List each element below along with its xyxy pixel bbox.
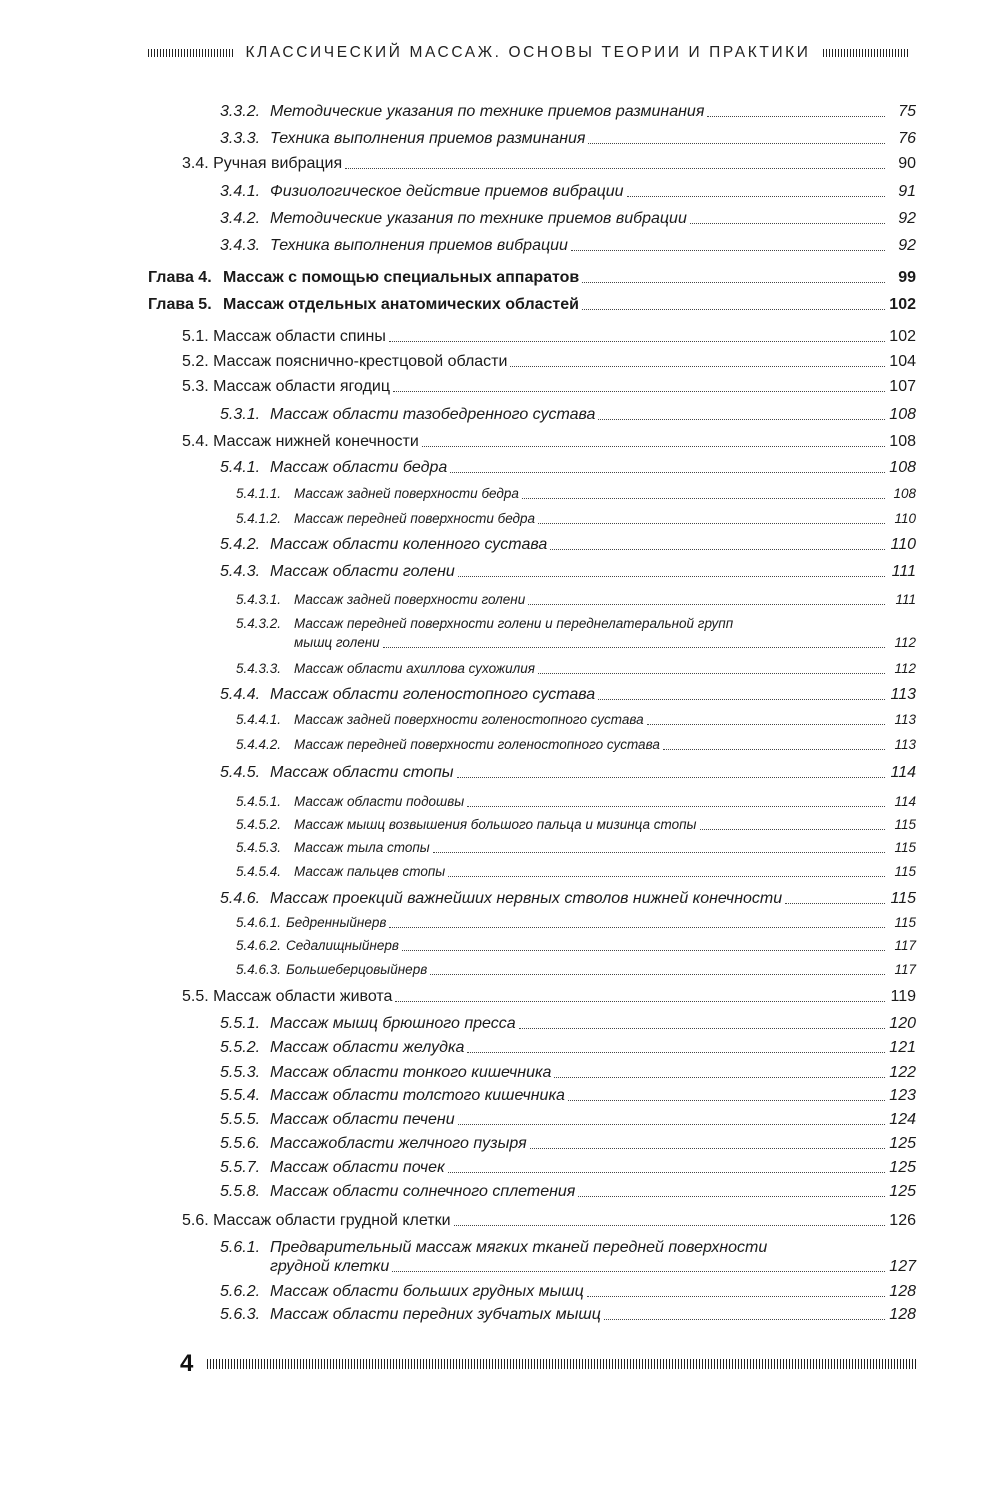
leader-dots <box>430 974 885 975</box>
toc-page: 99 <box>898 269 916 286</box>
toc-label: 5.2. Массаж пояснично-крестцовой области <box>182 353 508 370</box>
toc-entry[interactable] <box>0 838 916 857</box>
toc-entry[interactable] <box>0 710 916 729</box>
toc-entry[interactable] <box>0 1282 916 1301</box>
toc-label: Массаж области почек <box>270 1159 445 1176</box>
toc-entry[interactable] <box>0 614 916 652</box>
leader-dots <box>690 223 885 224</box>
toc-label: Массаж мышц возвышения большого пальца и мизинца стопы <box>294 817 697 832</box>
toc-page: 107 <box>889 378 916 395</box>
leader-dots <box>422 446 885 447</box>
toc-number: 5.4.6.1. <box>236 915 282 930</box>
toc-entry[interactable] <box>0 1014 916 1033</box>
leader-dots <box>582 309 885 310</box>
toc-entry[interactable] <box>0 377 916 396</box>
toc-number: 3.3.3. <box>220 130 261 147</box>
toc-entry[interactable] <box>0 659 916 678</box>
toc-entry[interactable] <box>0 1086 916 1105</box>
toc-entry[interactable] <box>0 987 916 1006</box>
toc-label: Бедренныйнерв <box>286 915 387 930</box>
leader-dots <box>598 419 885 420</box>
leader-dots <box>554 1077 885 1078</box>
toc-entry[interactable] <box>0 509 916 528</box>
leader-dots <box>538 523 885 524</box>
toc-number: Глава 4. <box>148 269 212 286</box>
toc-label: Массаж области солнечного сплетения <box>270 1183 576 1200</box>
toc-page: 124 <box>889 1111 916 1128</box>
toc-label-continued: грудной клетки <box>270 1258 390 1275</box>
toc-label: Массаж тыла стопы <box>294 840 430 855</box>
toc-label: Большеберцовыйнерв <box>286 962 428 977</box>
toc-label: Массаж задней поверхности голеностопного сустава <box>294 712 644 727</box>
toc-label: Массаж проекций важнейших нервных стволов нижней конечности <box>270 890 783 907</box>
leader-dots <box>457 777 885 778</box>
toc-entry[interactable] <box>0 889 916 908</box>
toc-number: 5.4.5. <box>220 764 261 781</box>
toc-page: 115 <box>894 915 916 930</box>
toc-number: 5.5.6. <box>220 1135 261 1152</box>
leader-dots <box>450 472 885 473</box>
leader-dots <box>454 1225 886 1226</box>
toc-page: 102 <box>889 328 916 345</box>
toc-entry[interactable] <box>0 1182 916 1201</box>
toc-number: 5.6.2. <box>220 1283 261 1300</box>
toc-number: 3.4.3. <box>220 237 261 254</box>
toc-entry[interactable] <box>0 405 916 424</box>
leader-dots <box>510 366 885 367</box>
leader-dots <box>582 282 885 283</box>
toc-label: Массаж с помощью специальных аппаратов <box>223 269 580 286</box>
book-title: КЛАССИЧЕСКИЙ МАССАЖ. ОСНОВЫ ТЕОРИИ И ПРАКТИКИ <box>245 44 811 61</box>
toc-entry[interactable] <box>0 1158 916 1177</box>
toc-label: Методические указания по технике приемов вибрации <box>270 210 687 227</box>
leader-dots <box>458 576 885 577</box>
toc-page: 122 <box>889 1064 916 1081</box>
toc-label: Массаж отдельных анатомических областей <box>223 296 579 313</box>
toc-page: 112 <box>894 661 916 676</box>
leader-dots <box>345 168 885 169</box>
toc-label: Массаж области подошвы <box>294 794 465 809</box>
toc-number: 5.6.1. <box>220 1239 261 1256</box>
leader-dots <box>785 903 885 904</box>
leader-dots <box>389 341 885 342</box>
toc-page: 114 <box>890 764 916 781</box>
toc-entry[interactable] <box>0 154 916 173</box>
toc-entry[interactable] <box>0 129 916 148</box>
toc-entry[interactable] <box>0 1238 916 1276</box>
toc-number: 5.5.8. <box>220 1183 261 1200</box>
toc-page: 92 <box>898 237 916 254</box>
toc-entry[interactable] <box>0 815 916 834</box>
toc-page: 125 <box>889 1159 916 1176</box>
toc-page: 114 <box>894 794 916 809</box>
toc-entry[interactable] <box>0 182 916 201</box>
leader-dots <box>448 1172 885 1173</box>
toc-page: 110 <box>890 536 916 553</box>
leader-dots <box>587 1296 885 1297</box>
toc-number: 5.4.1.2. <box>236 511 282 526</box>
toc-page: 128 <box>889 1306 916 1323</box>
toc-page: 108 <box>889 459 916 476</box>
toc-label: 5.5. Массаж области живота <box>182 988 393 1005</box>
toc-page: 113 <box>890 686 916 703</box>
toc-label: Массаж пальцев стопы <box>294 864 446 879</box>
toc-label: Массаж области коленного сустава <box>270 536 548 553</box>
leader-dots <box>395 1001 885 1002</box>
leader-dots <box>522 498 885 499</box>
toc-entry[interactable] <box>0 1134 916 1153</box>
toc-entry[interactable] <box>0 102 916 121</box>
leader-dots <box>571 250 885 251</box>
toc-page: 127 <box>889 1258 916 1275</box>
toc-label: Методические указания по технике приемов разминания <box>270 103 705 120</box>
toc-number: 3.3.2. <box>220 103 261 120</box>
toc-page: 119 <box>890 988 916 1005</box>
leader-dots <box>528 604 885 605</box>
toc-number: 5.5.2. <box>220 1039 261 1056</box>
toc-number: 5.4.5.1. <box>236 794 282 809</box>
toc-label: Массаж передней поверхности голени и переднелатеральной групп <box>294 616 734 631</box>
toc-entry[interactable] <box>0 936 916 955</box>
toc-entry[interactable] <box>0 535 916 554</box>
toc-page: 111 <box>895 592 916 607</box>
leader-dots <box>647 724 885 725</box>
toc-number: 5.5.4. <box>220 1087 261 1104</box>
toc-page: 123 <box>889 1087 916 1104</box>
toc-label: Массаж области тонкого кишечника <box>270 1064 552 1081</box>
toc-label: Массаж области ахиллова сухожилия <box>294 661 535 676</box>
leader-dots <box>604 1319 885 1320</box>
header-rule-left <box>148 49 233 57</box>
toc-entry[interactable] <box>0 792 916 811</box>
toc-number: 3.4.2. <box>220 210 261 227</box>
toc-page: 113 <box>894 737 916 752</box>
toc-number: Глава 5. <box>148 296 212 313</box>
toc-number: 5.4.1. <box>220 459 261 476</box>
toc-page: 115 <box>890 890 916 907</box>
leader-dots <box>458 1124 885 1125</box>
toc-entry[interactable] <box>0 1305 916 1324</box>
toc-entry[interactable] <box>0 1211 916 1230</box>
toc-number: 5.4.4.1. <box>236 712 282 727</box>
toc-number: 5.5.5. <box>220 1111 261 1128</box>
toc-entry[interactable] <box>0 685 916 704</box>
toc-page: 102 <box>889 296 916 313</box>
toc-entry[interactable] <box>0 209 916 228</box>
leader-dots <box>392 1271 885 1272</box>
toc-number: 5.4.5.4. <box>236 864 282 879</box>
toc-number: 5.4.6.2. <box>236 938 282 953</box>
page-number: 4 <box>180 1350 194 1377</box>
toc-page: 115 <box>894 864 916 879</box>
toc-number: 5.6.3. <box>220 1306 261 1323</box>
toc-page: 117 <box>894 962 916 977</box>
toc-label: Массаж области бедра <box>270 459 448 476</box>
toc-number: 5.3.1. <box>220 406 261 423</box>
toc-label: Массаж области голени <box>270 563 455 580</box>
toc-page: 128 <box>889 1283 916 1300</box>
toc-page: 75 <box>898 103 916 120</box>
leader-dots <box>627 196 885 197</box>
toc-number: 5.4.3.1. <box>236 592 282 607</box>
toc-page: 104 <box>889 353 916 370</box>
header-rule-right <box>823 49 908 57</box>
toc-entry[interactable] <box>0 913 916 932</box>
leader-dots <box>530 1148 885 1149</box>
toc-label: Массаж области больших грудных мышц <box>270 1283 584 1300</box>
toc-page: 92 <box>898 210 916 227</box>
toc-page: 111 <box>891 563 916 580</box>
toc-page: 115 <box>894 840 916 855</box>
toc-number: 5.4.6.3. <box>236 962 282 977</box>
toc-entry[interactable] <box>0 484 916 503</box>
leader-dots <box>467 806 885 807</box>
toc-entry[interactable] <box>0 590 916 609</box>
toc-number: 5.4.5.2. <box>236 817 282 832</box>
toc-entry[interactable] <box>0 352 916 371</box>
toc-number: 5.5.7. <box>220 1159 261 1176</box>
leader-dots <box>550 549 885 550</box>
toc-label: 5.1. Массаж области спины <box>182 328 386 345</box>
toc-entry[interactable] <box>0 763 916 782</box>
toc-entry[interactable] <box>0 458 916 477</box>
toc-label: 5.4. Массаж нижней конечности <box>182 433 419 450</box>
leader-dots <box>467 1052 885 1053</box>
leader-dots <box>433 852 885 853</box>
toc-page: 125 <box>889 1135 916 1152</box>
toc-label: Массажобласти желчного пузыря <box>270 1135 527 1152</box>
toc-label: Массаж области голеностопного сустава <box>270 686 596 703</box>
leader-dots <box>663 749 885 750</box>
toc-page: 115 <box>894 817 916 832</box>
toc-number: 5.4.3.2. <box>236 616 282 631</box>
toc-page: 126 <box>889 1212 916 1229</box>
leader-dots <box>538 673 885 674</box>
toc-entry[interactable] <box>0 862 916 881</box>
toc-entry[interactable] <box>0 432 916 451</box>
toc-page: 113 <box>894 712 916 727</box>
toc-label: Техника выполнения приемов вибрации <box>270 237 568 254</box>
toc-page: 121 <box>889 1039 916 1056</box>
toc-label: Массаж области тазобедренного сустава <box>270 406 596 423</box>
toc-label: 5.3. Массаж области ягодиц <box>182 378 391 395</box>
toc-page: 76 <box>898 130 916 147</box>
toc-entry[interactable] <box>0 735 916 754</box>
toc-entry[interactable] <box>0 562 916 581</box>
toc-number: 5.4.3. <box>220 563 261 580</box>
toc-number: 5.4.5.3. <box>236 840 282 855</box>
toc-page: 125 <box>889 1183 916 1200</box>
toc-chapter[interactable] <box>0 268 916 287</box>
toc-entry[interactable] <box>0 236 916 255</box>
toc-number: 5.4.2. <box>220 536 261 553</box>
footer-rule <box>207 1359 918 1369</box>
toc-page: 110 <box>894 511 916 526</box>
toc-number: 5.5.1. <box>220 1015 261 1032</box>
toc-label: Массаж области печени <box>270 1111 455 1128</box>
toc-page: 112 <box>894 635 916 650</box>
toc-label: Массаж области стопы <box>270 764 454 781</box>
leader-dots <box>568 1100 885 1101</box>
toc-page: 120 <box>889 1015 916 1032</box>
leader-dots <box>393 391 885 392</box>
toc-chapter[interactable] <box>0 295 916 314</box>
toc-entry[interactable] <box>0 960 916 979</box>
toc-number: 5.4.1.1. <box>236 486 282 501</box>
toc-label: Массаж области желудка <box>270 1039 465 1056</box>
toc-number: 5.4.4. <box>220 686 261 703</box>
toc-page: 91 <box>898 183 916 200</box>
leader-dots <box>448 876 885 877</box>
page-footer <box>180 1350 918 1378</box>
toc-label: Массаж задней поверхности голени <box>294 592 526 607</box>
toc-entry[interactable] <box>0 327 916 346</box>
toc-label: Массаж мышц брюшного пресса <box>270 1015 516 1032</box>
toc-number: 3.4.1. <box>220 183 261 200</box>
leader-dots <box>598 699 885 700</box>
leader-dots <box>389 927 885 928</box>
toc-label-continued: мышц голени <box>294 635 380 650</box>
toc-label: Массаж передней поверхности голеностопного сустава <box>294 737 660 752</box>
toc-page: 108 <box>893 486 916 501</box>
toc-page: 90 <box>898 155 916 172</box>
toc-page: 117 <box>894 938 916 953</box>
toc-entry[interactable] <box>0 1110 916 1129</box>
toc-label: Предварительный массаж мягких тканей передней поверхности <box>270 1239 768 1256</box>
leader-dots <box>707 116 885 117</box>
leader-dots <box>402 950 885 951</box>
toc-label: 5.6. Массаж области грудной клетки <box>182 1212 451 1229</box>
toc-page: 108 <box>889 433 916 450</box>
toc-entry[interactable] <box>0 1063 916 1082</box>
leader-dots <box>588 143 885 144</box>
toc-label: 3.4. Ручная вибрация <box>182 155 343 172</box>
toc-entry[interactable] <box>0 1038 916 1057</box>
leader-dots <box>578 1196 885 1197</box>
toc-label: Массаж задней поверхности бедра <box>294 486 519 501</box>
toc-number: 5.4.3.3. <box>236 661 282 676</box>
toc-label: Массаж передней поверхности бедра <box>294 511 536 526</box>
leader-dots <box>383 647 885 648</box>
toc-label: Массаж области передних зубчатых мышц <box>270 1306 601 1323</box>
toc-label: Седалищныйнерв <box>286 938 399 953</box>
toc-number: 5.4.4.2. <box>236 737 282 752</box>
toc-label: Массаж области толстого кишечника <box>270 1087 565 1104</box>
leader-dots <box>519 1028 885 1029</box>
toc-label: Физиологическое действие приемов вибрации <box>270 183 624 200</box>
toc-number: 5.5.3. <box>220 1064 261 1081</box>
toc-page: 108 <box>889 406 916 423</box>
running-head <box>148 44 908 62</box>
toc-label: Техника выполнения приемов разминания <box>270 130 586 147</box>
toc-number: 5.4.6. <box>220 890 261 907</box>
leader-dots <box>700 829 886 830</box>
